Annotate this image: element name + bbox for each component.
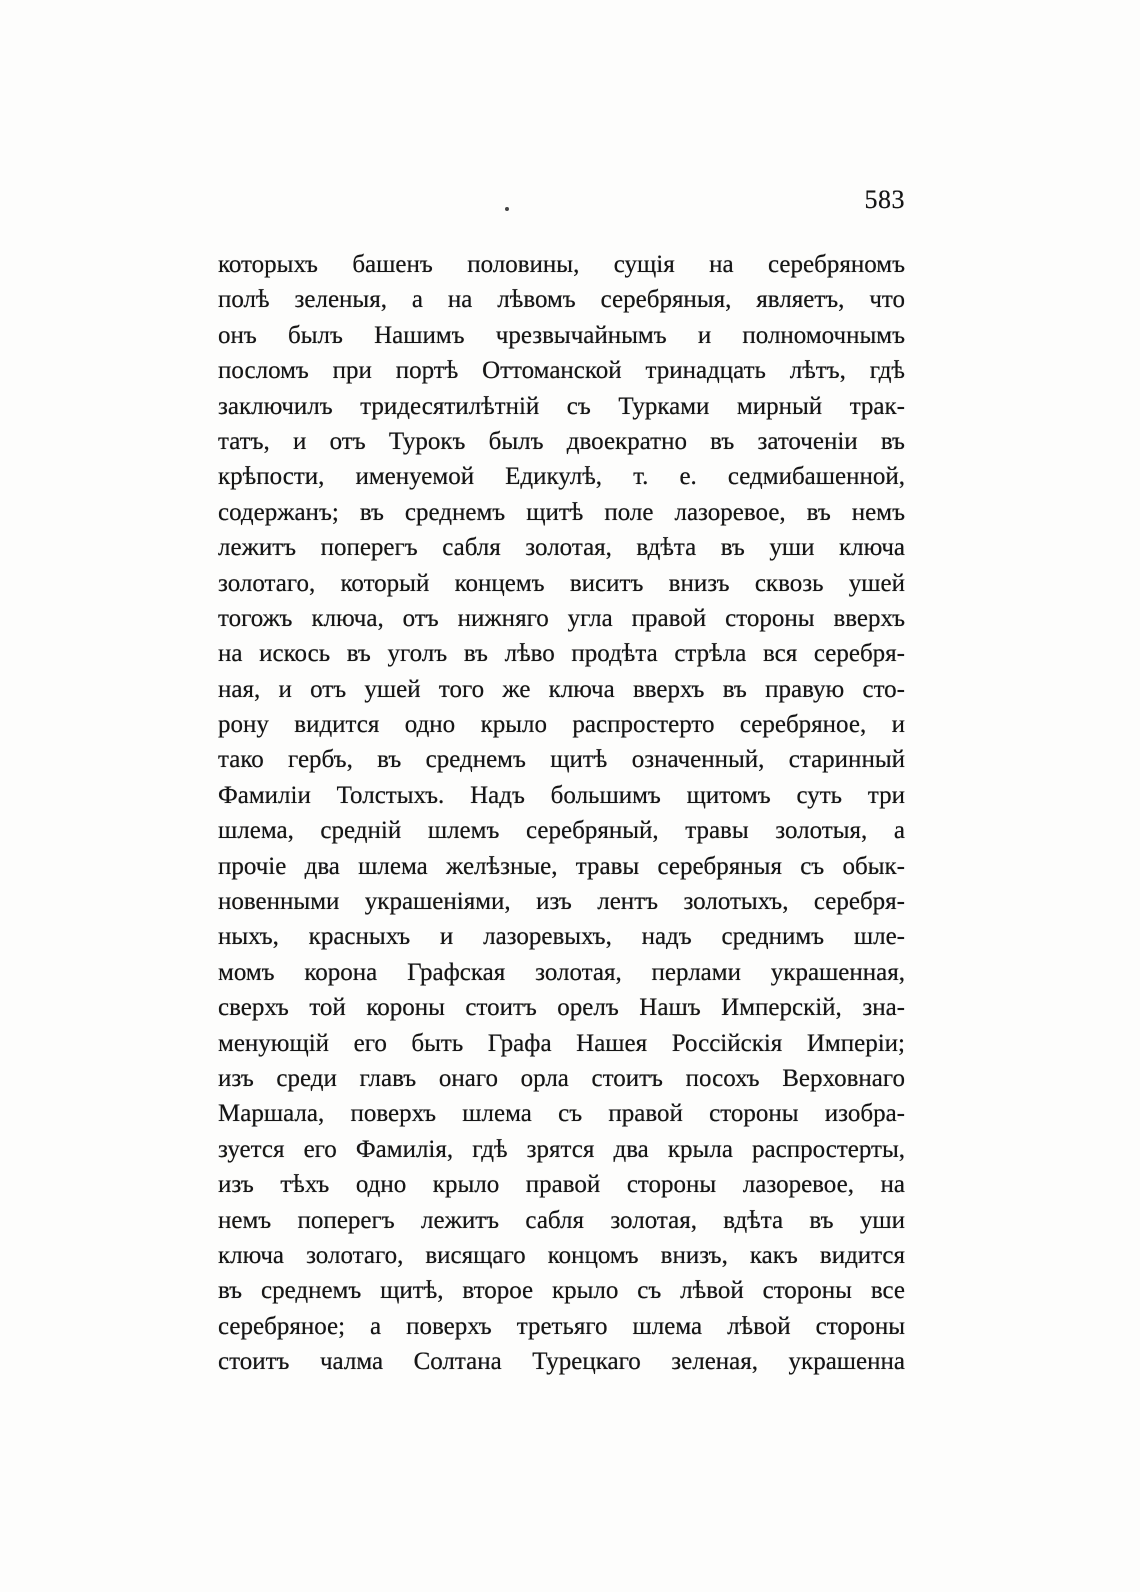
text-line: рону видится одно крыло распростерто серебряное, и: [218, 711, 905, 739]
text-line: менующій его быть Графа Нашея Россійскія Имперіи;: [218, 1029, 905, 1057]
text-line: на искось въ уголъ въ лѣво продѣта стрѣла вся серебря-: [218, 640, 905, 668]
text-line: полѣ зеленыя, а на лѣвомъ серебряныя, являетъ, что: [218, 286, 905, 314]
text-line: прочіе два шлема желѣзные, травы серебряныя съ обык-: [218, 852, 905, 880]
text-line: золотаго, который концемъ виситъ внизъ сквозь ушей: [218, 569, 905, 597]
text-line: Фамиліи Толстыхъ. Надъ большимъ щитомъ суть три: [218, 781, 905, 809]
text-line: ключа золотаго, висящаго концомъ внизъ, какъ видится: [218, 1241, 905, 1269]
text-line: шлема, средній шлемъ серебряный, травы золотыя, а: [218, 817, 905, 845]
text-line: въ среднемъ щитѣ, второе крыло съ лѣвой стороны все: [218, 1277, 905, 1305]
stray-ink-mark: [505, 207, 509, 211]
page-number: 583: [864, 185, 905, 214]
text-line: немъ поперегъ лежитъ сабля золотая, вдѣта въ уши: [218, 1206, 905, 1234]
text-line: сверхъ той короны стоитъ орелъ Нашъ Имперскій, зна-: [218, 994, 905, 1022]
text-line: крѣпости, именуемой Едикулѣ, т. е. седмибашенной,: [218, 463, 905, 491]
text-line: лежитъ поперегъ сабля золотая, вдѣта въ уши ключа: [218, 534, 905, 562]
text-line: изъ тѣхъ одно крыло правой стороны лазоревое, на: [218, 1171, 905, 1199]
text-line: ныхъ, красныхъ и лазоревыхъ, надъ среднимъ шле-: [218, 923, 905, 951]
text-line: тако гербъ, въ среднемъ щитѣ означенный, старинный: [218, 746, 905, 774]
text-line: которыхъ башенъ половины, сущія на серебряномъ: [218, 251, 905, 278]
text-line: заключилъ тридесятилѣтній съ Турками мирный трак-: [218, 392, 905, 420]
text-line: изъ среди главъ онаго орла стоитъ посохъ Верховнаго: [218, 1064, 905, 1092]
text-line: татъ, и отъ Турокъ былъ двоекратно въ заточеніи въ: [218, 427, 905, 455]
text-line: момъ корона Графская золотая, перлами украшенная,: [218, 958, 905, 986]
text-line: Маршала, поверхъ шлема съ правой стороны изобра-: [218, 1100, 905, 1128]
text-line: тогожъ ключа, отъ нижняго угла правой стороны вверхъ: [218, 604, 905, 632]
text-line: ная, и отъ ушей того же ключа вверхъ въ правую сто-: [218, 675, 905, 703]
text-line: содержанъ; въ среднемъ щитѣ поле лазоревое, въ немъ: [218, 498, 905, 526]
text-line: стоитъ чалма Солтана Турецкаго зеленая, украшенна: [218, 1348, 905, 1376]
text-line: серебряное; а поверхъ третьяго шлема лѣвой стороны: [218, 1312, 905, 1340]
text-line: новенными украшеніями, изъ лентъ золотыхъ, серебря-: [218, 888, 905, 916]
body-text: [218, 247, 905, 1380]
text-line: зуется его Фамилія, гдѣ зрятся два крыла распростерты,: [218, 1135, 905, 1163]
text-line: онъ былъ Нашимъ чрезвычайнымъ и полномочнымъ: [218, 321, 905, 349]
text-line: посломъ при портѣ Оттоманской тринадцать лѣтъ, гдѣ: [218, 357, 905, 385]
